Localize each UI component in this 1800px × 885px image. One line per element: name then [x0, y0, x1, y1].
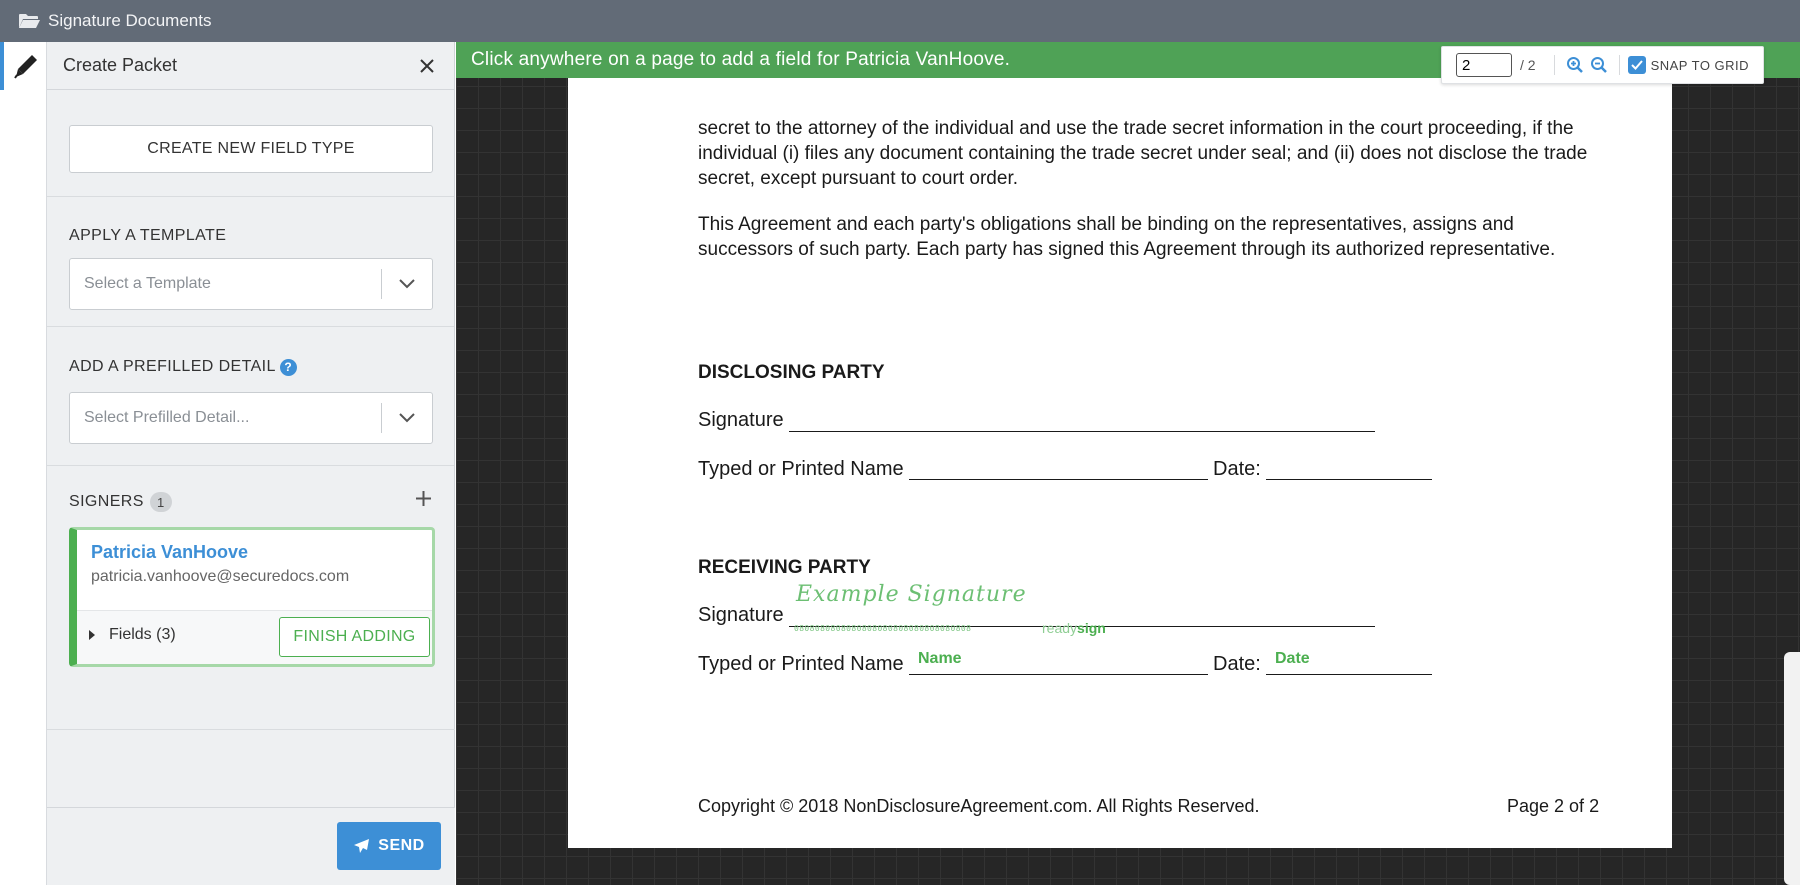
prefilled-label-text: ADD A PREFILLED DETAIL	[69, 358, 276, 375]
brand-light: ready	[1042, 620, 1078, 636]
paper-plane-icon	[353, 838, 370, 854]
template-label: APPLY A TEMPLATE	[69, 227, 227, 244]
receiving-name-label: Typed or Printed Name	[698, 653, 904, 675]
page-number-text: Page 2 of 2	[1507, 796, 1600, 816]
banner-text: Click anywhere on a page to add a field for Patricia VanHoove.	[471, 49, 1011, 70]
finish-adding-button[interactable]: FINISH ADDING	[279, 617, 430, 657]
panel-title: Create Packet	[63, 55, 178, 75]
signers-count-badge: 1	[150, 492, 172, 512]
signature-id: 0808080808080808080808080808080808	[794, 624, 972, 633]
zoom-out-icon[interactable]	[1587, 53, 1611, 77]
receiving-date-line	[1266, 674, 1432, 675]
app-titlebar	[0, 0, 1800, 42]
disclosing-name-line	[909, 479, 1208, 480]
fields-toggle[interactable]	[89, 626, 176, 644]
signer-name[interactable]: Patricia VanHoove	[91, 542, 249, 562]
receiving-party-heading: RECEIVING PARTY	[698, 557, 871, 578]
folder-open-icon	[18, 13, 40, 29]
page-number-input[interactable]	[1456, 53, 1512, 77]
fields-count-label: Fields (3)	[109, 626, 176, 643]
signer-email: patricia.vanhoove@securedocs.com	[91, 568, 350, 585]
signers-label: SIGNERS	[69, 493, 144, 510]
help-icon[interactable]: ?	[280, 359, 297, 376]
copyright-text: Copyright © 2018 NonDisclosureAgreement.com. All Rights Reserved.	[698, 796, 1260, 816]
document-page[interactable]	[568, 78, 1672, 848]
receiving-signature-label: Signature	[698, 604, 784, 626]
workspace-scrollbar[interactable]	[1784, 652, 1800, 885]
edit-tool-tab[interactable]	[0, 42, 47, 90]
template-select-placeholder: Select a Template	[84, 275, 211, 292]
prefilled-section	[47, 327, 454, 466]
chevron-down-icon[interactable]	[382, 393, 432, 443]
template-section	[47, 197, 454, 327]
date-field[interactable]: Date	[1275, 650, 1310, 667]
receiving-name-line	[909, 674, 1208, 675]
page-total: / 2	[1520, 57, 1536, 73]
prefilled-select[interactable]	[69, 392, 433, 444]
disclosing-party-heading: DISCLOSING PARTY	[698, 362, 885, 383]
pen-icon	[13, 53, 39, 79]
name-field[interactable]: Name	[918, 650, 962, 667]
chevron-down-icon[interactable]	[382, 259, 432, 309]
signer-card-footer	[77, 610, 432, 664]
disclosing-signature-label: Signature	[698, 409, 784, 431]
disclosing-signature-line	[789, 431, 1375, 432]
page-toolbar	[1441, 46, 1764, 84]
signer-card[interactable]	[69, 527, 435, 667]
create-packet-panel	[47, 42, 455, 885]
create-field-section	[47, 90, 454, 197]
readysign-logo	[1042, 620, 1106, 636]
toolbar-divider	[1554, 55, 1555, 75]
prefilled-label	[69, 358, 432, 376]
create-new-field-type-button[interactable]: CREATE NEW FIELD TYPE	[69, 125, 433, 173]
snap-to-grid-label[interactable]: SNAP TO GRID	[1650, 57, 1750, 73]
document-paragraph-1: secret to the attorney of the individual and use the trade secret information in the court proceeding, if the individual (i) files any document containing the trade secret under seal; and (ii) does not disclose the trade secret, except pursuant to court order.	[698, 118, 1588, 189]
panel-footer	[47, 807, 455, 885]
add-signer-plus-icon[interactable]	[413, 488, 433, 508]
caret-right-icon	[89, 630, 95, 640]
send-button[interactable]	[337, 822, 441, 870]
tool-rail	[0, 42, 47, 885]
toolbar-divider	[1619, 55, 1620, 75]
disclosing-date-line	[1266, 479, 1432, 480]
disclosing-date-label: Date:	[1213, 458, 1261, 480]
prefilled-select-placeholder: Select Prefilled Detail...	[84, 409, 250, 426]
signature-field[interactable]: Example Signature	[796, 582, 1027, 607]
disclosing-name-label: Typed or Printed Name	[698, 458, 904, 480]
signers-header	[69, 492, 172, 512]
snap-to-grid-checkbox[interactable]	[1628, 56, 1646, 74]
app-title: Signature Documents	[48, 11, 212, 30]
template-select[interactable]	[69, 258, 433, 310]
send-label: SEND	[378, 837, 425, 854]
zoom-in-icon[interactable]	[1563, 53, 1587, 77]
close-icon[interactable]	[416, 55, 438, 77]
document-paragraph-2: This Agreement and each party's obligations shall be binding on the representatives, assigns and successors of such party. Each party has signed this Agreement through its authorized representative.	[698, 214, 1556, 260]
brand-bold: sign	[1077, 620, 1106, 636]
document-workspace[interactable]	[456, 42, 1800, 885]
receiving-date-label: Date:	[1213, 653, 1261, 675]
panel-header	[47, 42, 454, 90]
